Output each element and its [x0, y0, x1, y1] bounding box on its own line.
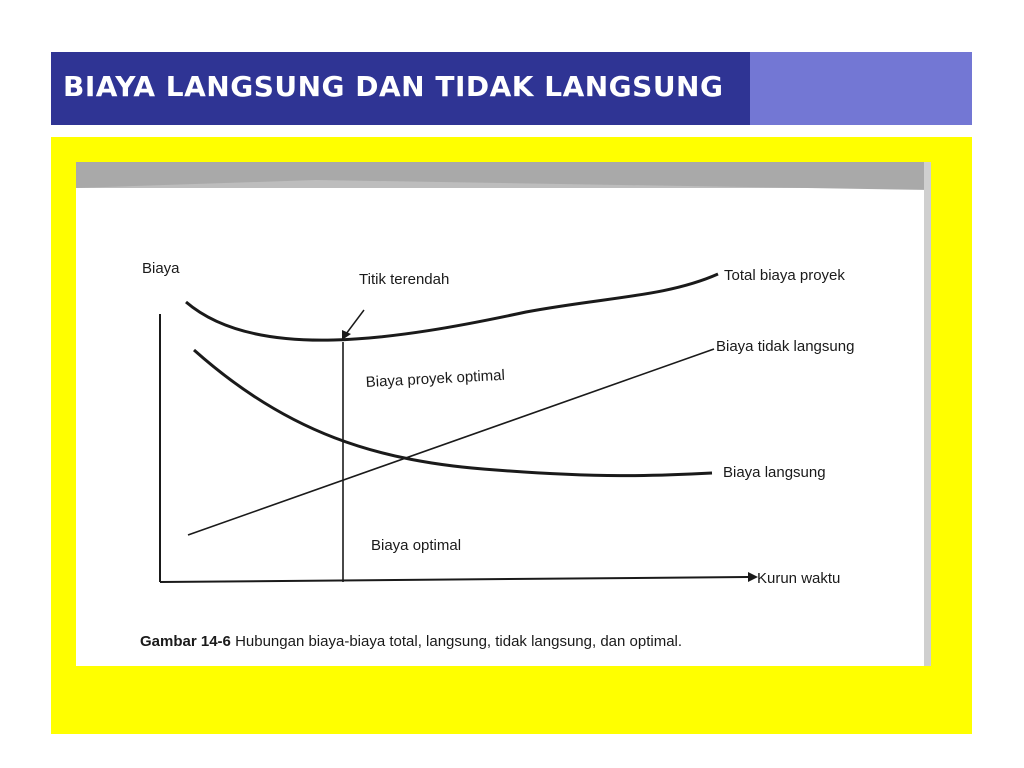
total-cost-label: Total biaya proyek [724, 267, 845, 284]
x-axis [160, 577, 748, 582]
min-point-arrow [346, 310, 364, 334]
total-cost-curve [186, 274, 718, 340]
slide-title-bar [51, 52, 750, 125]
min-point-label: Titik terendah [359, 271, 450, 288]
optimal-project-cost-label: Biaya proyek optimal [365, 366, 506, 391]
scan-right-edge [924, 162, 931, 666]
figure-caption [140, 633, 682, 650]
caption-figure-number: Gambar 14-6 [140, 633, 231, 650]
direct-cost-label: Biaya langsung [723, 464, 826, 481]
scanned-figure [76, 162, 931, 666]
caption-text: Hubungan biaya-biaya total, langsung, tidak langsung, dan optimal. [235, 633, 683, 650]
optimal-cost-label: Biaya optimal [371, 537, 462, 554]
title-accent-block [750, 52, 972, 125]
indirect-cost-label: Biaya tidak langsung [716, 338, 855, 355]
y-axis-label: Biaya [142, 260, 180, 277]
cost-diagram [76, 162, 931, 666]
slide-title: BIAYA LANGSUNG DAN TIDAK LANGSUNG [63, 70, 724, 103]
x-axis-label: Kurun waktu [757, 570, 841, 587]
